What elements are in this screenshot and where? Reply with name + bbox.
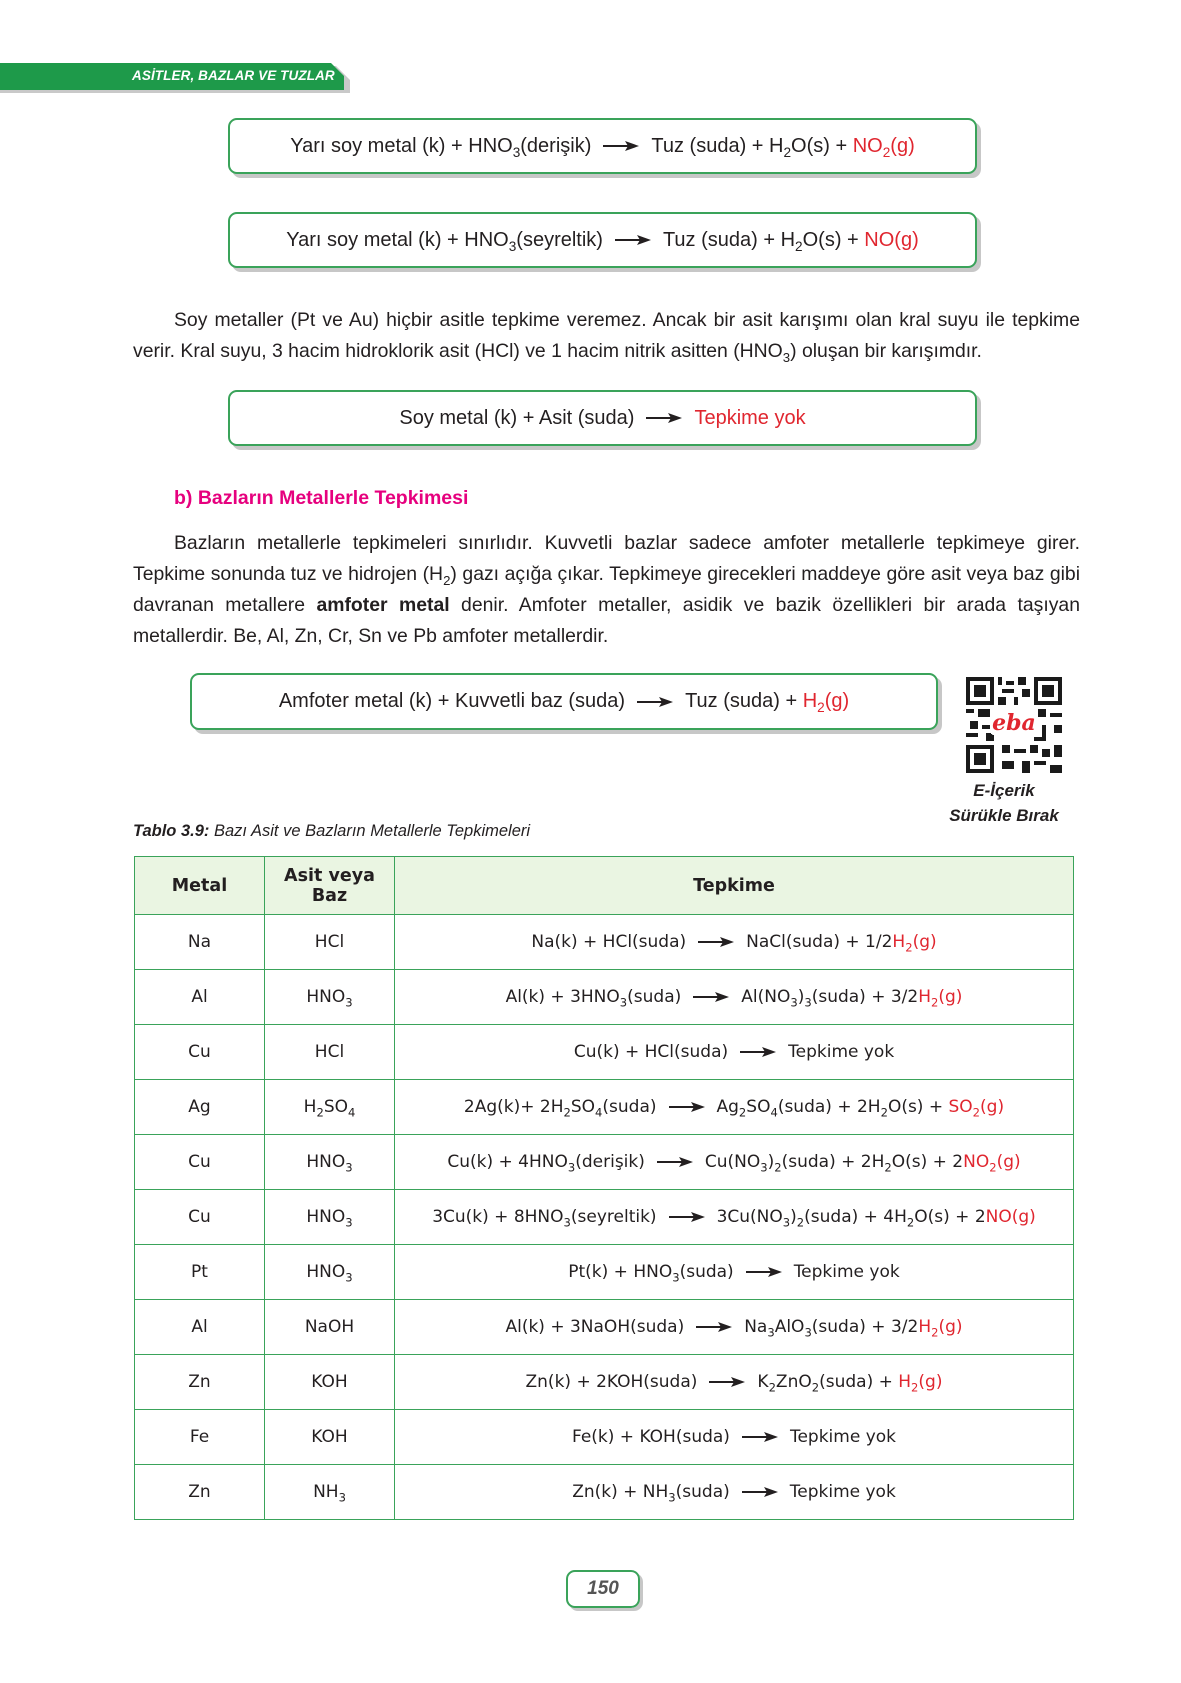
cell-acid-base: KOH <box>265 1355 395 1410</box>
section-heading: b) Bazların Metallerle Tepkimesi <box>174 487 469 509</box>
reaction-arrow-icon <box>742 1431 778 1443</box>
reactants: Zn(k) + 2KOH(suda) <box>525 1372 698 1392</box>
reactants: $2Ag(k)+ 2H_2SO_4(suda)$ <box>463 1097 657 1120</box>
eq3-right: Tepkime yok <box>694 406 806 429</box>
reaction-arrow-icon <box>669 1101 705 1113</box>
cell-metal: Zn <box>135 1355 265 1410</box>
table-row <box>135 1135 1074 1190</box>
reaction-arrow-icon <box>740 1046 776 1058</box>
cell-reaction <box>395 1025 1074 1080</box>
cell-reaction <box>395 1135 1074 1190</box>
cell-acid-base: NaOH <box>265 1300 395 1355</box>
reactants: $3Cu(k) + 8HNO_3(seyreltik)$ <box>432 1207 657 1230</box>
cell-acid-base: HCl <box>265 1025 395 1080</box>
reactants: $Cu(k) + 4HNO_3(derişik)$ <box>447 1152 645 1175</box>
reaction-arrow-icon <box>696 1321 732 1333</box>
reactants: Al(k) + 3NaOH(suda) <box>505 1317 685 1337</box>
products: $3Cu(NO_3)_2(suda) + 4H_2O(s) + 2NO(g)$ <box>716 1207 1036 1230</box>
cell-metal: Cu <box>135 1135 265 1190</box>
table-row <box>135 1190 1074 1245</box>
header-acid-base: Asit veya Baz <box>265 857 395 915</box>
reactants: $Al(k) + 3HNO_3(suda)$ <box>505 987 682 1010</box>
table-row <box>135 1300 1074 1355</box>
header-metal: Metal <box>135 857 265 915</box>
cell-metal: Cu <box>135 1025 265 1080</box>
reaction-arrow-icon <box>646 412 682 424</box>
eq2-left: Yarı soy metal $(k) + HNO_3(seyreltik)$ <box>286 228 603 254</box>
cell-reaction <box>395 1465 1074 1520</box>
cell-metal: Fe <box>135 1410 265 1465</box>
cell-reaction <box>395 1190 1074 1245</box>
paragraph-noble-metals: Soy metaller (Pt ve Au) hiçbir asitle tepkime veremez. Ancak bir asit karışımı olan kral suyu ile tepkime verir. Kral suyu, 3 hacim hidroklorik asit (HCl) ve 1 hacim nitrik asitten $(HNO_3)$ oluşan bir karışımdır. <box>133 309 1080 365</box>
cell-metal: Zn <box>135 1465 265 1520</box>
cell-reaction <box>395 1245 1074 1300</box>
cell-metal: Al <box>135 970 265 1025</box>
cell-metal: Cu <box>135 1190 265 1245</box>
equation-box-2 <box>228 212 977 268</box>
equation-box-4 <box>190 673 938 730</box>
reaction-arrow-icon <box>669 1211 705 1223</box>
cell-acid-base: KOH <box>265 1410 395 1465</box>
table-row <box>135 1355 1074 1410</box>
reaction-arrow-icon <box>698 936 734 948</box>
cell-acid-base: $HNO_3$ <box>265 1190 395 1245</box>
cell-metal: Ag <box>135 1080 265 1135</box>
eq1-left: Yarı soy metal $(k) + HNO_3(derişik)$ <box>290 134 592 160</box>
eq4-left: Amfoter metal (k) + Kuvvetli baz (suda) <box>278 690 626 712</box>
reaction-arrow-icon <box>742 1486 778 1498</box>
reactants: Na(k) + HCl(suda) <box>531 932 687 952</box>
cell-metal: Pt <box>135 1245 265 1300</box>
paragraph-amphoteric: Bazların metallerle tepkimeleri sınırlıdır. Kuvvetli bazlar sadece amfoter metallerle tepkimeye girer. Tepkime sonunda tuz ve hidrojen $(H_2)$ gazı açığa çıkar. Tepkimeye girecekleri maddeye göre asit veya baz gibi davranan metallere amfoter metal denir. Amfoter metaller, asidik ve bazik özellikleri bir arada taşıyan metallerdir. Be, Al, Zn, Cr, Sn ve Pb amfoter metallerdir. <box>133 532 1081 647</box>
table-row <box>135 1080 1074 1135</box>
svg-text:eba: eba <box>992 710 1036 737</box>
reaction-arrow-icon <box>693 991 729 1003</box>
reactants: Cu(k) + HCl(suda) <box>573 1042 729 1062</box>
table-row <box>135 1025 1074 1080</box>
qr-code-icon[interactable] <box>966 677 1062 773</box>
table-caption: Tablo 3.9: Bazı Asit ve Bazların Metallerle Tepkimeleri <box>133 822 531 840</box>
cell-reaction <box>395 1355 1074 1410</box>
reactants: $Zn(k) + NH_3(suda)$ <box>572 1482 730 1505</box>
products: NaCl(suda) + $1/2H_2(g)$ <box>746 932 937 955</box>
reaction-arrow-icon <box>637 696 673 708</box>
eq2-right: Tuz (suda) + $H_2O(s) + NO(g)$ <box>662 228 919 254</box>
page-number: 150 <box>566 1570 640 1608</box>
reactants: $Pt(k) + HNO_3(suda)$ <box>568 1262 734 1285</box>
cell-acid-base: $HNO_3$ <box>265 970 395 1025</box>
table-row <box>135 970 1074 1025</box>
cell-metal: Na <box>135 915 265 970</box>
eq4-right: Tuz (suda) + $H_2(g)$ <box>685 690 850 716</box>
reaction-table <box>134 856 1074 1520</box>
products: Tepkime yok <box>793 1262 900 1282</box>
reaction-arrow-icon <box>615 234 651 246</box>
cell-acid-base: HCl <box>265 915 395 970</box>
reaction-arrow-icon <box>746 1266 782 1278</box>
products: Tepkime yok <box>789 1427 896 1447</box>
products: $Al(NO_3)_3(suda) + 3/2H_2(g)$ <box>741 987 963 1010</box>
eq1-right: Tuz (suda) + $H_2O(s) + NO_2(g)$ <box>651 134 915 160</box>
reaction-arrow-icon <box>603 140 639 152</box>
equation-box-1 <box>228 118 977 174</box>
header-reaction: Tepkime <box>395 857 1074 915</box>
cell-acid-base: $HNO_3$ <box>265 1135 395 1190</box>
table-row <box>135 1410 1074 1465</box>
qr-caption: E-İçerik Sürükle Bırak <box>949 781 1059 825</box>
table-row <box>135 915 1074 970</box>
products: $Ag_2SO_4(suda) + 2H_2O(s) + SO_2(g)$ <box>716 1097 1005 1120</box>
products: $K_2ZnO_2(suda) + H_2(g)$ <box>757 1372 943 1395</box>
reaction-arrow-icon <box>657 1156 693 1168</box>
table-row <box>135 1245 1074 1300</box>
table-row <box>135 1465 1074 1520</box>
products: Tepkime yok <box>789 1482 896 1502</box>
cell-acid-base: $NH_3$ <box>265 1465 395 1520</box>
products: $Cu(NO_3)_2(suda) + 2H_2O(s) + 2NO_2(g)$ <box>704 1152 1021 1175</box>
cell-reaction <box>395 970 1074 1025</box>
eq3-left: Soy metal (k) + Asit (suda) <box>399 406 635 429</box>
equation-box-3 <box>228 390 977 446</box>
reactants: Fe(k) + KOH(suda) <box>571 1427 730 1447</box>
cell-reaction <box>395 1410 1074 1465</box>
cell-reaction <box>395 915 1074 970</box>
products: Tepkime yok <box>788 1042 895 1062</box>
cell-acid-base: $H_2SO_4$ <box>265 1080 395 1135</box>
cell-reaction <box>395 1300 1074 1355</box>
cell-metal: Al <box>135 1300 265 1355</box>
products: $Na_3AlO_3(suda) + 3/2H_2(g)$ <box>744 1317 963 1340</box>
cell-acid-base: $HNO_3$ <box>265 1245 395 1300</box>
cell-reaction <box>395 1080 1074 1135</box>
chapter-title: ASİTLER, BAZLAR VE TUZLAR <box>132 68 335 83</box>
table-header-row <box>135 857 1074 915</box>
reaction-arrow-icon <box>709 1376 745 1388</box>
